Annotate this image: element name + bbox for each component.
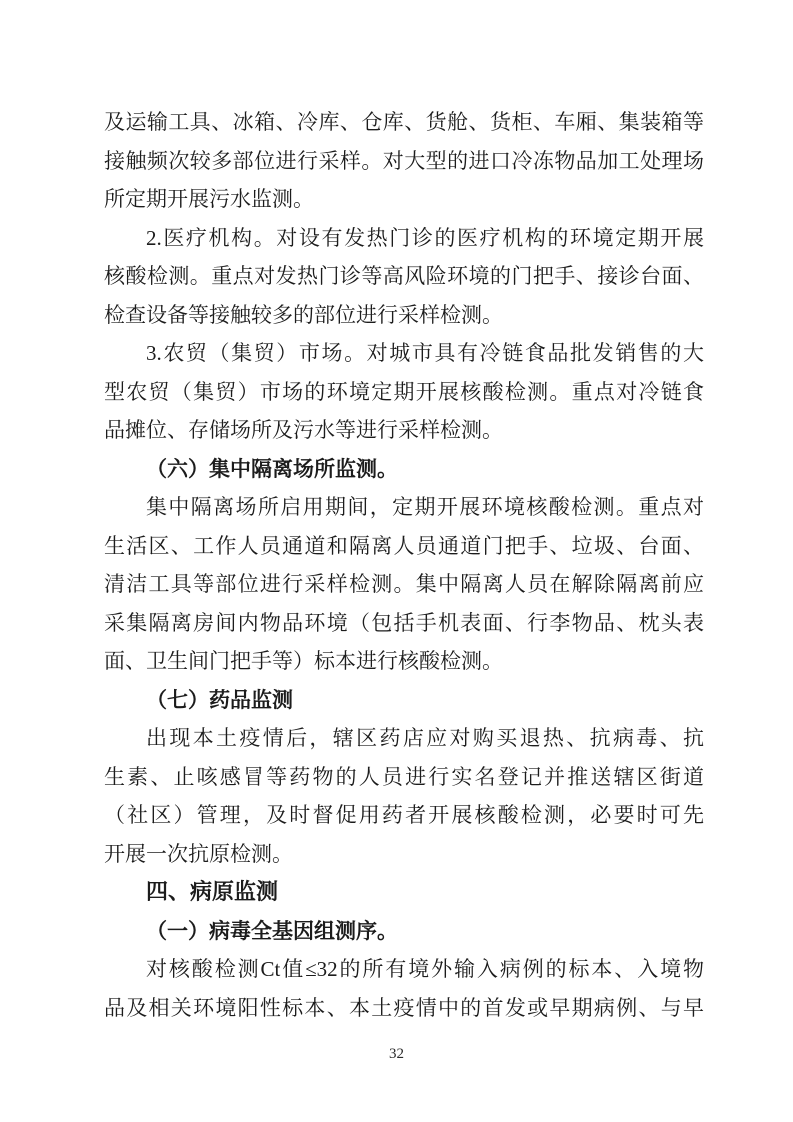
text-line: 四、病原监测 bbox=[146, 879, 279, 904]
text-line: 及运输工具、冰箱、冷库、仓库、货舱、货柜、车厢、集装箱等 bbox=[104, 110, 704, 134]
text-line: 开展一次抗原检测。 bbox=[104, 841, 293, 866]
text-line: 检查设备等接触较多的部位进行采样检测。 bbox=[104, 302, 503, 327]
text-line: （社区）管理，及时督促用药者开展核酸检测，必要时可先 bbox=[104, 803, 704, 827]
text-line: 品摊位、存储场所及污水等进行采样检测。 bbox=[104, 418, 503, 442]
text-line: 核酸检测。重点对发热门诊等高风险环境的门把手、接诊台面、 bbox=[104, 264, 704, 288]
text-line: 接触频次较多部位进行采样。对大型的进口冷冻物品加工处理场 bbox=[104, 148, 704, 173]
page-number: 32 bbox=[389, 1046, 404, 1062]
text-line: 集中隔离场所启用期间，定期开展环境核酸检测。重点对 bbox=[146, 495, 704, 519]
text-line: 出现本土疫情后，辖区药店应对购买退热、抗病毒、抗 bbox=[146, 726, 704, 750]
text-line: 生活区、工作人员通道和隔离人员通道门把手、垃圾、台面、 bbox=[104, 533, 704, 558]
text-line: 型农贸（集贸）市场的环境定期开展核酸检测。重点对冷链食 bbox=[104, 379, 704, 404]
text-line: 清洁工具等部位进行采样检测。集中隔离人员在解除隔离前应 bbox=[104, 572, 704, 596]
text-line: （一）病毒全基因组测序。 bbox=[146, 918, 398, 943]
text-line: （七）药品监测 bbox=[146, 687, 293, 712]
text-line: 品及相关环境阳性标本、本土疫情中的首发或早期病例、与早 bbox=[104, 995, 704, 1020]
text-line: 对核酸检测Ct值≤32的所有境外输入病例的标本、入境物 bbox=[146, 957, 704, 981]
text-line: 2.医疗机构。对设有发热门诊的医疗机构的环境定期开展 bbox=[146, 225, 704, 250]
text-line: 生素、止咳感冒等药物的人员进行实名登记并推送辖区街道 bbox=[104, 764, 704, 789]
text-line: 面、卫生间门把手等）标本进行核酸检测。 bbox=[104, 649, 503, 673]
text-block bbox=[104, 103, 704, 1027]
text-line: 所定期开展污水监测。 bbox=[104, 187, 314, 211]
text-line: 3.农贸（集贸）市场。对城市具有冷链食品批发销售的大 bbox=[146, 341, 704, 365]
text-line: 采集隔离房间内物品环境（包括手机表面、行李物品、枕头表 bbox=[104, 610, 704, 635]
text-line: （六）集中隔离场所监测。 bbox=[146, 456, 398, 481]
